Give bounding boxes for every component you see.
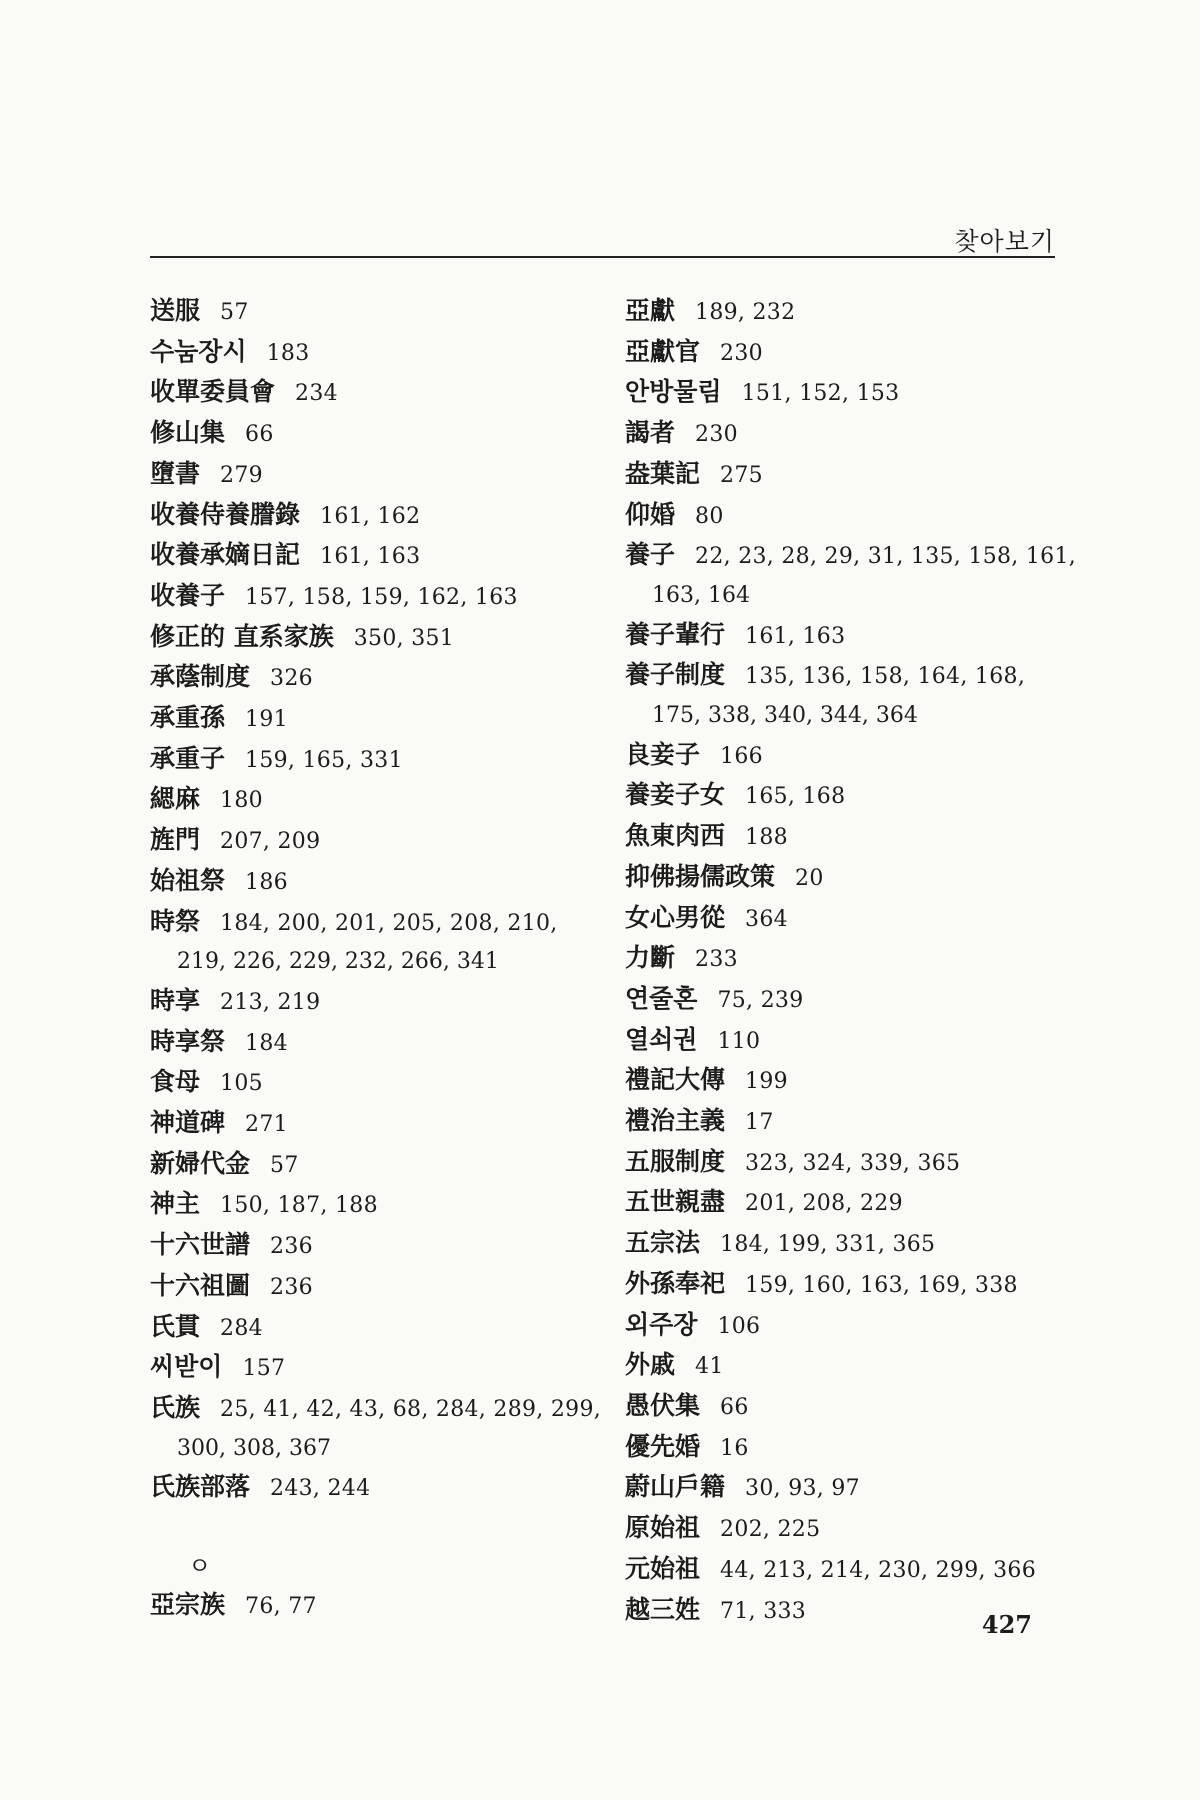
index-entry [625,1021,1075,1062]
index-term: 新婦代金 [150,1148,251,1178]
index-pages: 57 [220,300,249,325]
index-pages: 159, 165, 331 [245,747,403,773]
index-entry [150,1468,600,1509]
index-pages: 243, 244 [270,1476,371,1502]
index-pages: 202, 225 [720,1517,821,1543]
index-entry [150,292,600,333]
index-pages: 161, 163 [320,544,421,570]
index-pages: 66 [245,422,274,448]
index-entry [150,1348,600,1389]
index-pages: 188 [745,825,788,851]
index-entry [150,1226,600,1267]
index-term: 안방물림 [625,377,722,407]
index-entry [625,1306,1075,1347]
index-column-left [150,292,600,1627]
index-term: 外孫奉祀 [625,1268,726,1298]
index-pages: 76, 77 [245,1593,317,1619]
index-term: 五宗法 [625,1228,701,1258]
index-pages: 165, 168 [745,784,846,810]
index-pages: 157 [242,1356,286,1382]
index-entry [625,858,1075,899]
index-pages: 22, 23, 28, 29, 31, 135, 158, 161, [695,544,1077,570]
index-term: 修正的 直系家族 [150,621,334,651]
index-term: 亞獻官 [625,336,701,366]
index-pages: 234 [295,381,338,407]
index-term: 時享 [150,985,201,1015]
index-entry [150,577,600,618]
index-pages: 184, 200, 201, 205, 208, 210, [220,910,558,936]
index-entry [150,496,600,537]
index-pages: 201, 208, 229 [745,1191,903,1217]
index-entry [150,1023,600,1064]
index-pages: 184, 199, 331, 365 [720,1232,936,1258]
index-term: 외주장 [625,1309,698,1339]
index-term: 수눔장시 [150,336,247,366]
index-entry [625,1550,1075,1591]
index-entry [150,1145,600,1186]
index-term: 原始祖 [625,1513,701,1543]
index-entry [150,1104,600,1145]
index-pages: 350, 351 [353,625,455,651]
index-term: 養子輩行 [625,619,726,649]
index-pages: 71, 333 [720,1598,807,1624]
index-pages: 183 [266,340,310,366]
index-term: 承蔭制度 [150,662,251,692]
index-term: 氏族部落 [150,1472,251,1502]
index-term: 承重子 [150,743,226,773]
index-pages: 75, 239 [717,987,804,1013]
index-entry [625,776,1075,817]
index-term: 謁者 [625,418,676,448]
index-pages: 110 [717,1028,761,1054]
index-entry [625,333,1075,374]
index-entry [625,939,1075,980]
index-entry [150,1586,600,1627]
index-entry [150,780,600,821]
index-entry [625,1224,1075,1265]
index-entry [625,656,1075,735]
index-pages-continued: 219, 226, 229, 232, 266, 341 [177,949,499,975]
index-entry [625,899,1075,940]
index-term: 始祖祭 [150,865,226,895]
index-entry [150,414,600,455]
index-pages: 57 [270,1152,299,1178]
index-term: 收養子 [150,580,226,610]
index-term: 十六祖圖 [150,1270,251,1300]
index-term: 씨받이 [150,1352,223,1382]
index-term: 禮記大傳 [625,1065,726,1095]
index-entry [625,455,1075,496]
index-term: 魚東肉西 [625,821,726,851]
index-pages: 279 [220,462,263,488]
index-term: 收養侍養謄錄 [150,499,301,529]
index-pages: 166 [720,743,763,769]
index-entry [625,292,1075,333]
index-term: 亞獻 [625,296,676,325]
index-pages-continued: 300, 308, 367 [177,1435,331,1461]
index-pages: 284 [220,1315,263,1341]
index-entry [150,862,600,903]
index-column-right [625,292,1075,1631]
index-entry [150,455,600,496]
index-entry [150,1185,600,1226]
index-entry [625,1061,1075,1102]
index-entry [150,658,600,699]
index-term: 食母 [150,1067,201,1097]
index-pages: 17 [745,1110,774,1136]
index-entry [625,1102,1075,1143]
index-pages: 44, 213, 214, 230, 299, 366 [720,1557,1036,1583]
index-pages: 66 [720,1394,749,1420]
index-entry [625,373,1075,414]
index-term: 禮治主義 [625,1106,726,1136]
index-pages: 25, 41, 42, 43, 68, 284, 289, 299, [220,1396,602,1422]
index-pages-continued: 163, 164 [652,582,750,608]
index-pages: 161, 162 [320,503,421,529]
index-pages: 20 [795,865,824,891]
index-term: 力斷 [625,943,676,973]
index-pages: 191 [245,707,288,733]
index-term: 緦麻 [150,784,201,814]
index-term: 時祭 [150,906,201,936]
index-pages: 150, 187, 188 [220,1193,378,1219]
index-pages: 199 [745,1069,788,1095]
index-term: 열쇠권 [625,1024,698,1054]
index-entry [625,1265,1075,1306]
index-term: 女心男從 [625,902,726,932]
index-term: 越三姓 [625,1594,701,1624]
index-entry [625,1183,1075,1224]
index-pages: 189, 232 [695,300,796,325]
index-term: 養妾子女 [625,780,726,810]
index-pages: 186 [245,869,288,895]
index-term: 五世親盡 [625,1187,726,1217]
index-entry [625,1468,1075,1509]
index-pages: 275 [720,462,763,488]
index-term: 送服 [150,296,201,325]
index-entry [625,817,1075,858]
index-pages: 159, 160, 163, 169, 338 [745,1272,1018,1298]
index-entry [150,1063,600,1104]
index-pages: 184 [245,1030,288,1056]
index-pages: 233 [695,947,738,973]
index-term: 收養承嫡日記 [150,540,301,570]
index-entry [625,496,1075,537]
index-pages: 230 [695,422,738,448]
index-entry [625,980,1075,1021]
index-pages: 135, 136, 158, 164, 168, [745,664,1026,690]
index-entry [625,1509,1075,1550]
index-term: 仰婚 [625,499,676,529]
index-entry [150,1389,600,1468]
index-term: 修山集 [150,418,226,448]
index-entry [150,1308,600,1349]
index-term: 旌門 [150,825,201,855]
index-term: 養子制度 [625,660,726,690]
index-term: 연줄혼 [625,983,698,1013]
index-pages: 213, 219 [220,989,321,1015]
header-rule [150,256,1055,258]
index-entry [625,414,1075,455]
page-number: 427 [981,1610,1032,1639]
index-pages: 30, 93, 97 [745,1476,860,1502]
index-pages: 106 [717,1313,761,1339]
index-entry [150,333,600,374]
index-term: 氏貫 [150,1311,201,1341]
index-pages: 151, 152, 153 [741,381,900,407]
index-pages: 326 [270,666,313,692]
index-term: 養子 [625,540,676,570]
index-term: 蔚山戶籍 [625,1472,726,1502]
index-term: 氏族 [150,1392,201,1422]
index-pages: 323, 324, 339, 365 [745,1150,961,1176]
index-term: 優先婚 [625,1431,701,1461]
index-entry [150,373,600,414]
index-pages: 271 [245,1112,288,1138]
index-pages: 161, 163 [745,623,846,649]
index-term: 十六世譜 [150,1230,251,1260]
index-entry [625,1428,1075,1469]
index-pages: 207, 209 [220,829,321,855]
index-term: 五服制度 [625,1146,726,1176]
index-entry [150,740,600,781]
index-entry [150,982,600,1023]
index-entry [625,1143,1075,1184]
index-term: 愚伏集 [625,1390,701,1420]
index-entry [625,616,1075,657]
running-head: 찾아보기 [954,227,1055,256]
index-term: 神主 [150,1189,201,1219]
index-entry [625,536,1075,615]
index-entry [150,1267,600,1308]
index-entry [150,536,600,577]
index-entry [150,821,600,862]
index-pages: 157, 158, 159, 162, 163 [245,584,518,610]
index-pages: 41 [695,1354,724,1380]
index-entry [625,736,1075,777]
index-entry [625,1387,1075,1428]
index-term: 元始祖 [625,1553,701,1583]
index-term: 收單委員會 [150,377,276,407]
index-pages: 180 [220,788,263,814]
index-pages-continued: 175, 338, 340, 344, 364 [652,703,918,729]
index-pages: 364 [745,906,788,932]
index-pages: 236 [270,1234,313,1260]
index-term: 外戚 [625,1350,676,1380]
index-term: 良妾子 [625,739,701,769]
index-term: 墮書 [150,458,201,488]
index-pages: 105 [220,1071,263,1097]
index-entry [150,618,600,659]
index-term: 時享祭 [150,1026,226,1056]
index-pages: 230 [720,340,763,366]
index-term: 抑佛揚儒政策 [625,861,776,891]
index-pages: 16 [720,1435,749,1461]
index-pages: 80 [695,503,724,529]
index-term: 承重孫 [150,703,226,733]
index-entry [625,1346,1075,1387]
section-heading: ㅇ [188,1552,212,1581]
index-pages: 236 [270,1274,313,1300]
index-entry [150,903,600,982]
index-term: 亞宗族 [150,1589,226,1619]
index-entry [150,699,600,740]
index-term: 神道碑 [150,1108,226,1138]
index-term: 盎葉記 [625,458,701,488]
